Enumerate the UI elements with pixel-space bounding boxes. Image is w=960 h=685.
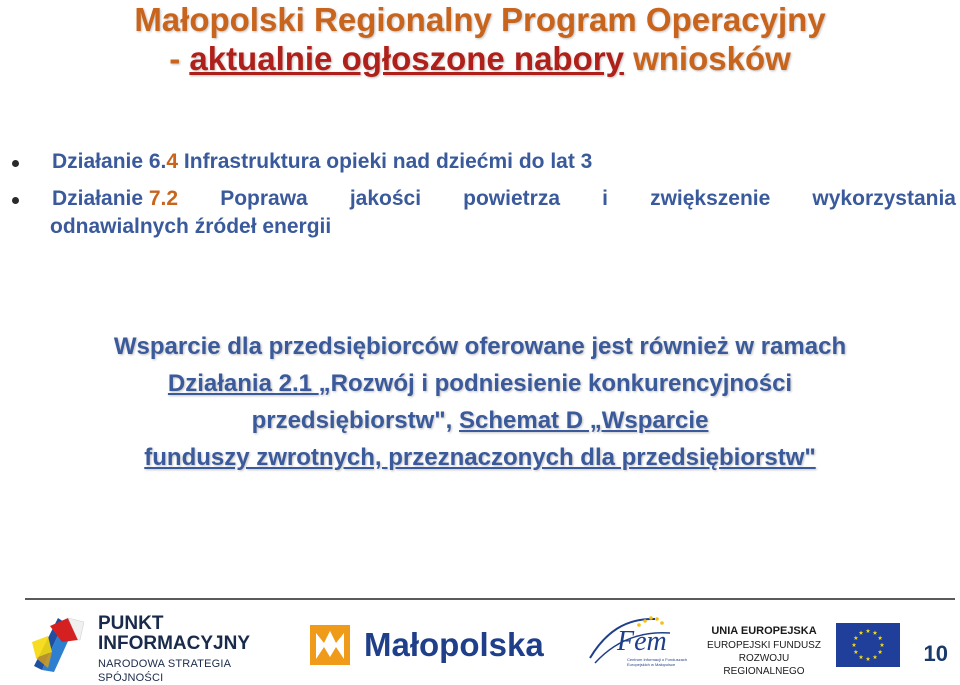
malopolska-text: Małopolska (364, 626, 544, 663)
fem-subtext: Centrum Informacji o Funduszach Europejskich w Małopolsce (627, 657, 688, 667)
title-dash: - (169, 40, 190, 77)
eu-line2: EUROPEJSKI FUNDUSZ (707, 640, 821, 651)
title-suffix: wniosków (623, 40, 791, 77)
bullet-word: Poprawa (220, 187, 308, 210)
footer-divider (25, 598, 955, 600)
nss-flag-icon (28, 612, 90, 674)
bullet-text (52, 185, 956, 241)
malopolska-logo (308, 623, 553, 669)
bullet-number: 4 (166, 150, 179, 173)
slide-title-line1: Małopolski Regionalny Program Operacyjny (134, 1, 826, 38)
punkt-line3: NARODOWA STRATEGIA SPÓJNOŚCI (98, 658, 231, 684)
malopolska-emblem-icon (308, 623, 352, 667)
support-line2: Działania 2.1 „Rozwój i podniesienie konkurencyjności (167, 370, 793, 397)
bullet-dot (12, 197, 19, 204)
eu-line3: ROZWOJU REGIONALNEGO (723, 653, 805, 677)
slide-title-line2 (0, 40, 960, 78)
bullet-line2: odnawialnych źródeł energii (50, 215, 332, 238)
page-number: 10 (923, 641, 948, 666)
bullet-lead: Działanie 6. (52, 150, 167, 173)
bullet-dot (12, 160, 19, 167)
measure-link[interactable]: Działania 2.1 (167, 370, 319, 397)
fem-logo (585, 613, 695, 673)
eu-line1: UNIA EUROPEJSKA (711, 625, 817, 637)
punkt-line1: PUNKT (98, 613, 164, 634)
bullet-word: i (602, 187, 608, 210)
bullet-word: powietrza (463, 187, 561, 210)
bullet-word: Działanie 7.2 (52, 187, 179, 210)
eu-logo (700, 625, 915, 677)
punkt-informacyjny-logo (28, 612, 278, 684)
title-link[interactable]: aktualnie ogłoszone nabory (189, 40, 624, 77)
bullet-word: jakości (349, 187, 422, 210)
support-line3: przedsiębiorstw", Schemat D „Wsparcie (251, 407, 709, 434)
fem-text: Fem (617, 626, 667, 657)
support-line1: Wsparcie dla przedsiębiorców oferowane jest również w ramach (113, 333, 847, 360)
bullet-rest: Infrastruktura opieki nad dziećmi do lat 3 (178, 150, 593, 173)
punkt-line2: INFORMACYJNY (98, 633, 251, 654)
support-line4 (0, 439, 960, 476)
bullet-text (52, 148, 956, 176)
scheme-link[interactable]: Schemat D „Wsparcie (459, 407, 709, 434)
bullet-word: wykorzystania (812, 187, 956, 210)
eu-flag-icon (836, 623, 900, 667)
bullet-word: zwiększenie (650, 187, 771, 210)
support-paragraph (0, 328, 960, 476)
bullet-line1 (52, 185, 956, 213)
scheme-link-cont[interactable]: funduszy zwrotnych, przeznaczonych dla przedsiębiorstw" (144, 444, 816, 471)
